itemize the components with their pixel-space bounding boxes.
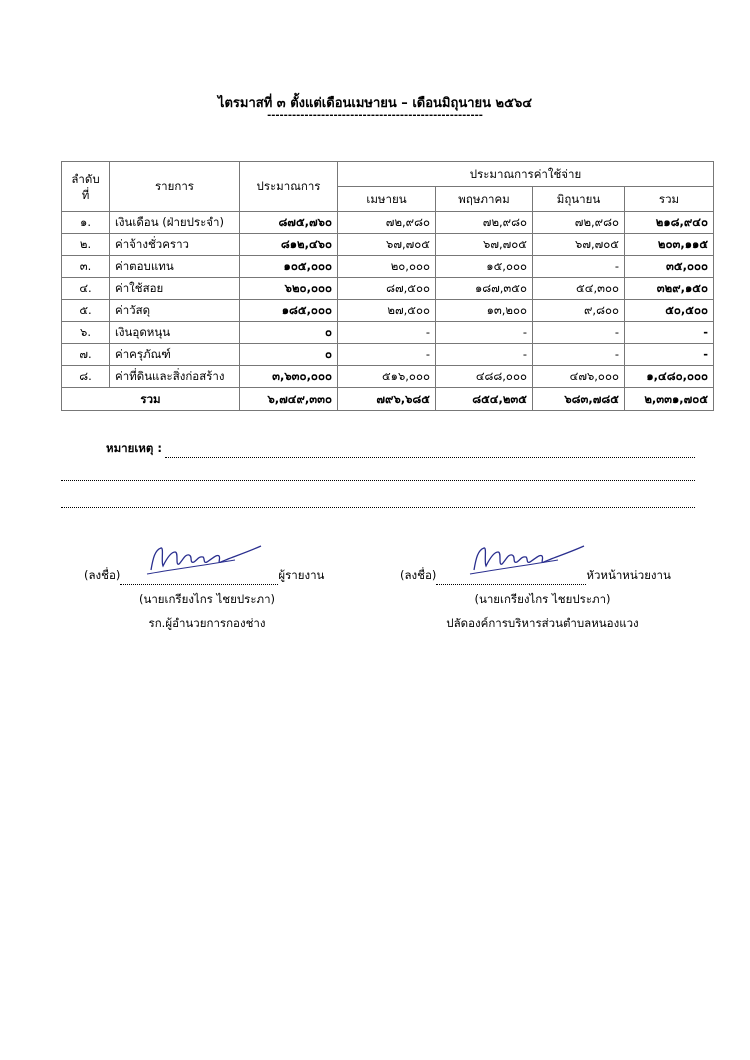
row-no: ๔.	[62, 278, 110, 300]
row-sum: ๓๒๙,๑๕๐	[625, 278, 714, 300]
row-item: เงินเดือน (ฝ่ายประจำ)	[110, 212, 240, 234]
table-row	[62, 366, 714, 388]
total-jun: ๖๘๓,๗๘๕	[533, 388, 625, 411]
row-jun: ๔๗๖,๐๐๐	[533, 366, 625, 388]
total-estimate: ๖,๗๔๙,๓๓๐	[240, 388, 338, 411]
row-sum: ๒๐๓,๑๑๕	[625, 234, 714, 256]
row-jun: -	[533, 322, 625, 344]
header-estimate: ประมาณการ	[240, 162, 338, 212]
total-may: ๘๕๔,๒๓๕	[436, 388, 533, 411]
table-row	[62, 322, 714, 344]
row-no: ๑.	[62, 212, 110, 234]
row-estimate: ๐	[240, 322, 338, 344]
remarks-label: หมายเหตุ :	[106, 441, 162, 455]
row-item: ค่าใช้สอย	[110, 278, 240, 300]
budget-table	[61, 161, 714, 411]
table-row	[62, 212, 714, 234]
row-may: ๑๘๗,๓๕๐	[436, 278, 533, 300]
signer-name: (นายเกรียงไกร ไชยประภา)	[474, 592, 611, 606]
row-item: ค่าวัสดุ	[110, 300, 240, 322]
sign-line	[120, 572, 278, 585]
signature-block-reporter	[84, 567, 330, 633]
row-apr: -	[338, 344, 436, 366]
header-may: พฤษภาคม	[436, 187, 533, 212]
row-may: ๑๕,๐๐๐	[436, 256, 533, 278]
row-apr: ๗๒,๙๘๐	[338, 212, 436, 234]
row-jun: ๙,๘๐๐	[533, 300, 625, 322]
row-sum: ๕๐,๕๐๐	[625, 300, 714, 322]
row-item: ค่าจ้างชั่วคราว	[110, 234, 240, 256]
table-row	[62, 344, 714, 366]
total-sum: ๒,๓๓๑,๗๐๕	[625, 388, 714, 411]
row-sum: ๓๕,๐๐๐	[625, 256, 714, 278]
header-no: ลำดับ ที่	[62, 162, 110, 212]
row-sum: -	[625, 344, 714, 366]
row-item: ค่าที่ดินและสิ่งก่อสร้าง	[110, 366, 240, 388]
row-may: ๖๗,๗๐๕	[436, 234, 533, 256]
row-apr: ๕๑๖,๐๐๐	[338, 366, 436, 388]
row-jun: ๖๗,๗๐๕	[533, 234, 625, 256]
sign-prefix: (ลงชื่อ)	[400, 568, 437, 582]
total-label: รวม	[62, 388, 240, 411]
row-item: เงินอุดหนุน	[110, 322, 240, 344]
row-no: ๕.	[62, 300, 110, 322]
row-may: ๔๘๘,๐๐๐	[436, 366, 533, 388]
row-apr: -	[338, 322, 436, 344]
row-estimate: ๘๑๒,๔๖๐	[240, 234, 338, 256]
table-row	[62, 300, 714, 322]
row-apr: ๒๐,๐๐๐	[338, 256, 436, 278]
signer-position: รก.ผู้อำนวยการกองช่าง	[148, 616, 266, 630]
signer-name: (นายเกรียงไกร ไชยประภา)	[138, 592, 276, 606]
row-may: -	[436, 322, 533, 344]
row-jun: -	[533, 344, 625, 366]
row-item: ค่าครุภัณฑ์	[110, 344, 240, 366]
sign-role: ผู้รายงาน	[278, 568, 325, 582]
table-row	[62, 278, 714, 300]
row-may: ๑๓,๒๐๐	[436, 300, 533, 322]
title-underline: ----------------------------------------------------	[267, 110, 483, 121]
remarks-line-1	[165, 445, 695, 458]
row-may: ๗๒,๙๘๐	[436, 212, 533, 234]
signer-position: ปลัดองค์การบริหารส่วนตำบลหนองแวง	[446, 616, 639, 630]
header-expense-group: ประมาณการค่าใช้จ่าย	[338, 162, 714, 187]
header-jun: มิถุนายน	[533, 187, 625, 212]
row-estimate: ๘๗๕,๗๖๐	[240, 212, 338, 234]
row-no: ๗.	[62, 344, 110, 366]
row-apr: ๖๗,๗๐๕	[338, 234, 436, 256]
remarks-line-2	[61, 468, 695, 481]
row-sum: -	[625, 322, 714, 344]
row-jun: ๗๒,๙๘๐	[533, 212, 625, 234]
row-no: ๓.	[62, 256, 110, 278]
row-may: -	[436, 344, 533, 366]
header-item: รายการ	[110, 162, 240, 212]
sign-role: หัวหน้าหน่วยงาน	[586, 568, 671, 582]
table-row	[62, 234, 714, 256]
remarks-section	[61, 440, 695, 508]
row-sum: ๑,๔๘๐,๐๐๐	[625, 366, 714, 388]
row-estimate: ๑๐๕,๐๐๐	[240, 256, 338, 278]
row-no: ๒.	[62, 234, 110, 256]
row-jun: ๕๔,๓๐๐	[533, 278, 625, 300]
signature-block-head	[400, 567, 685, 633]
table-row	[62, 256, 714, 278]
row-apr: ๒๗,๕๐๐	[338, 300, 436, 322]
document-title: ไตรมาสที่ ๓ ตั้งแต่เดือนเมษายน – เดือนมิถุนายน ๒๕๖๔	[217, 96, 533, 111]
sign-prefix: (ลงชื่อ)	[84, 568, 121, 582]
total-apr: ๗๙๖,๖๘๕	[338, 388, 436, 411]
sign-line	[436, 572, 586, 585]
total-row	[62, 388, 714, 411]
row-apr: ๘๗,๕๐๐	[338, 278, 436, 300]
row-estimate: ๖๒๐,๐๐๐	[240, 278, 338, 300]
row-no: ๖.	[62, 322, 110, 344]
row-jun: -	[533, 256, 625, 278]
row-no: ๘.	[62, 366, 110, 388]
row-estimate: ๑๘๕,๐๐๐	[240, 300, 338, 322]
row-estimate: ๓,๖๓๐,๐๐๐	[240, 366, 338, 388]
row-sum: ๒๑๘,๙๔๐	[625, 212, 714, 234]
remarks-line-3	[61, 495, 695, 508]
header-sum: รวม	[625, 187, 714, 212]
row-item: ค่าตอบแทน	[110, 256, 240, 278]
row-estimate: ๐	[240, 344, 338, 366]
header-apr: เมษายน	[338, 187, 436, 212]
